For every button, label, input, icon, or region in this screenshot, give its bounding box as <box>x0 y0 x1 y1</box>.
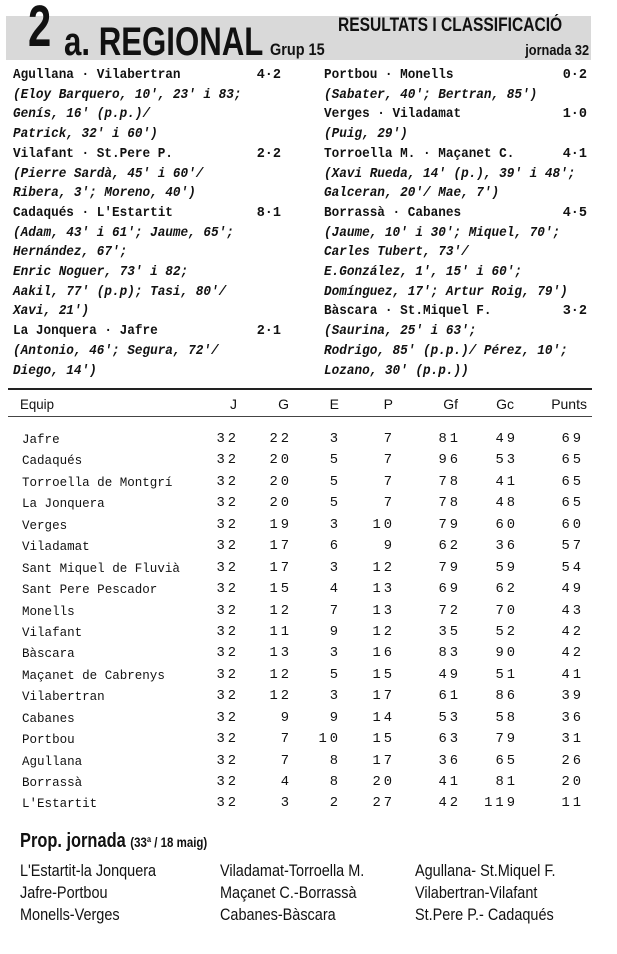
cell-lost: 17 <box>372 753 395 769</box>
match-result <box>13 66 283 145</box>
match-teams: Borrassà · Cabanes <box>324 205 462 221</box>
cell-team-name: Monells <box>22 603 75 619</box>
match-teams: Agullana · Vilabertran <box>13 68 181 83</box>
cell-goals-against: 86 <box>495 689 518 705</box>
match-result <box>13 322 283 381</box>
cell-lost: 7 <box>383 496 395 512</box>
cell-won: 20 <box>269 496 292 512</box>
cell-goals-for: 81 <box>438 432 461 447</box>
cell-drawn: 5 <box>329 453 341 469</box>
cell-played: 32 <box>216 453 239 469</box>
cell-drawn: 6 <box>329 539 341 555</box>
cell-drawn: 10 <box>318 732 341 748</box>
cell-drawn: 8 <box>329 753 341 769</box>
table-row <box>0 796 617 817</box>
cell-goals-for: 41 <box>438 775 461 790</box>
table-row <box>0 518 617 539</box>
table-row <box>0 668 617 689</box>
cell-played: 32 <box>216 775 239 790</box>
match-score: 1·0 <box>562 107 587 123</box>
cell-drawn: 3 <box>329 646 341 662</box>
cell-played: 32 <box>216 517 239 533</box>
cell-points: 43 <box>561 603 584 619</box>
cell-points: 41 <box>561 667 584 683</box>
cell-goals-for: 69 <box>438 582 461 598</box>
cell-drawn: 2 <box>329 796 341 812</box>
match-result <box>324 204 589 303</box>
table-row <box>0 582 617 603</box>
cell-played: 32 <box>216 710 239 726</box>
fixture: Maçanet C.-Borrassà <box>220 883 357 902</box>
scorers-line: Lozano, 30' (p.p.)) <box>324 363 469 379</box>
cell-points: 11 <box>561 796 584 812</box>
header-team: Equip <box>20 396 55 412</box>
scorers-line: (Pierre Sardà, 45' i 60'/ <box>13 166 204 182</box>
table-body <box>0 432 617 818</box>
cell-lost: 13 <box>372 582 395 598</box>
table-row <box>0 689 617 710</box>
cell-lost: 13 <box>372 603 395 619</box>
cell-lost: 16 <box>372 646 395 662</box>
match-result <box>324 105 589 144</box>
cell-team-name: L'Estartit <box>22 796 98 812</box>
cell-won: 7 <box>280 753 292 769</box>
cell-lost: 14 <box>372 710 395 726</box>
cell-goals-for: 79 <box>438 517 461 533</box>
cell-goals-against: 119 <box>484 796 518 812</box>
fixture: Viladamat-Torroella M. <box>220 861 365 880</box>
cell-goals-against: 41 <box>495 474 518 490</box>
scorers-line: (Antonio, 46'; Segura, 72'/ <box>13 343 219 359</box>
cell-points: 57 <box>561 539 584 555</box>
cell-lost: 15 <box>372 667 395 683</box>
cell-drawn: 5 <box>329 496 341 512</box>
cell-drawn: 5 <box>329 667 341 683</box>
scorers-line: Diego, 14') <box>13 363 97 379</box>
round-label: jornada 32 <box>525 42 589 59</box>
cell-played: 32 <box>216 603 239 619</box>
cell-goals-for: 36 <box>438 753 461 769</box>
table-row <box>0 432 617 453</box>
next-round-date: (33ª / 18 maig) <box>130 834 208 850</box>
cell-goals-against: 52 <box>495 624 518 640</box>
divider <box>8 388 592 390</box>
scorers-line: Rodrigo, 85' (p.p.)/ Pérez, 10'; <box>324 343 568 359</box>
match-score: 4·2 <box>256 68 281 83</box>
cell-goals-for: 53 <box>438 710 461 726</box>
table-row <box>0 453 617 474</box>
cell-lost: 10 <box>372 517 395 533</box>
match-score: 4·1 <box>562 146 587 162</box>
scorers-line: Ribera, 3'; Moreno, 40') <box>13 186 196 202</box>
fixture: Agullana- St.Miquel F. <box>415 861 556 880</box>
cell-won: 15 <box>269 582 292 598</box>
cell-lost: 27 <box>372 796 395 812</box>
match-score: 2·2 <box>256 146 281 162</box>
table-row <box>0 475 617 496</box>
table-header <box>0 396 617 418</box>
cell-lost: 12 <box>372 560 395 576</box>
cell-team-name: Vilabertran <box>22 689 105 705</box>
cell-goals-against: 81 <box>495 775 518 790</box>
match-teams: Verges · Viladamat <box>324 107 462 123</box>
scorers-line: E.González, 1', 15' i 60'; <box>324 265 523 281</box>
cell-played: 32 <box>216 560 239 576</box>
cell-drawn: 3 <box>329 560 341 576</box>
match-teams: Torroella M. · Maçanet C. <box>324 146 515 162</box>
fixture: L'Estartit-la Jonquera <box>20 861 157 880</box>
cell-won: 12 <box>269 689 292 705</box>
cell-lost: 12 <box>372 624 395 640</box>
match-result <box>13 145 283 204</box>
cell-team-name: Sant Miquel de Fluvià <box>22 560 180 576</box>
cell-team-name: La Jonquera <box>22 496 105 512</box>
cell-won: 11 <box>269 624 292 640</box>
table-row <box>0 732 617 753</box>
cell-goals-for: 78 <box>438 474 461 490</box>
cell-played: 32 <box>216 624 239 640</box>
header-points: Punts <box>551 396 587 412</box>
scorers-line: Carles Tubert, 73'/ <box>324 245 469 261</box>
cell-drawn: 3 <box>329 517 341 533</box>
cell-lost: 9 <box>383 539 395 555</box>
cell-drawn: 3 <box>329 432 341 447</box>
scorers-line: (Puig, 29') <box>324 127 408 143</box>
cell-won: 12 <box>269 603 292 619</box>
cell-won: 12 <box>269 667 292 683</box>
cell-played: 32 <box>216 474 239 490</box>
cell-team-name: Verges <box>22 517 68 533</box>
cell-played: 32 <box>216 796 239 812</box>
cell-goals-against: 70 <box>495 603 518 619</box>
cell-lost: 15 <box>372 732 395 748</box>
cell-won: 19 <box>269 517 292 533</box>
cell-goals-for: 42 <box>438 796 461 812</box>
cell-drawn: 7 <box>329 603 341 619</box>
table-row <box>0 754 617 775</box>
page-header <box>6 0 591 64</box>
scorers-line: Xavi, 21') <box>13 304 90 320</box>
fixture: Cabanes-Bàscara <box>220 905 336 924</box>
next-round-title <box>20 830 207 853</box>
scorers-line: Patrick, 32' i 60') <box>13 127 158 143</box>
cell-points: 42 <box>561 646 584 662</box>
cell-goals-against: 62 <box>495 582 518 598</box>
cell-goals-against: 49 <box>495 432 518 447</box>
cell-goals-for: 96 <box>438 453 461 469</box>
cell-points: 42 <box>561 624 584 640</box>
table-row <box>0 625 617 646</box>
cell-goals-for: 63 <box>438 732 461 748</box>
match-score: 2·1 <box>256 324 281 340</box>
cell-goals-for: 83 <box>438 646 461 662</box>
table-row <box>0 561 617 582</box>
cell-goals-for: 35 <box>438 624 461 640</box>
standings-table <box>0 396 617 812</box>
cell-goals-against: 36 <box>495 539 518 555</box>
match-teams: Portbou · Monells <box>324 68 454 83</box>
group-label: Grup 15 <box>270 40 325 59</box>
fixture: Jafre-Portbou <box>20 883 108 902</box>
match-teams: Cadaqués · L'Estartit <box>13 205 173 221</box>
cell-played: 32 <box>216 753 239 769</box>
match-teams: Bàscara · St.Miquel F. <box>324 304 492 320</box>
cell-lost: 7 <box>383 432 395 447</box>
match-score: 0·2 <box>562 68 587 83</box>
cell-goals-for: 49 <box>438 667 461 683</box>
cell-team-name: Sant Pere Pescador <box>22 582 158 598</box>
cell-points: 69 <box>561 432 584 447</box>
match-teams: La Jonquera · Jafre <box>13 324 158 340</box>
cell-goals-against: 60 <box>495 517 518 533</box>
cell-drawn: 4 <box>329 582 341 598</box>
cell-team-name: Agullana <box>22 753 83 769</box>
results-left-column <box>13 66 283 381</box>
cell-team-name: Cabanes <box>22 710 75 726</box>
scorers-line: (Eloy Barquero, 10', 23' i 83; <box>13 87 242 103</box>
scorers-line: (Sabater, 40'; Bertran, 85') <box>324 87 538 103</box>
cell-goals-for: 79 <box>438 560 461 576</box>
cell-goals-against: 65 <box>495 753 518 769</box>
cell-goals-against: 51 <box>495 667 518 683</box>
cell-played: 32 <box>216 646 239 662</box>
cell-goals-for: 62 <box>438 539 461 555</box>
fixture: Monells-Verges <box>20 905 120 924</box>
cell-goals-against: 53 <box>495 453 518 469</box>
match-score: 3·2 <box>562 304 587 320</box>
scorers-line: Enric Noguer, 73' i 82; <box>13 265 189 281</box>
table-row <box>0 496 617 517</box>
table-row <box>0 646 617 667</box>
cell-drawn: 8 <box>329 775 341 790</box>
cell-lost: 7 <box>383 474 395 490</box>
scorers-line: (Adam, 43' i 61'; Jaume, 65'; <box>13 225 234 241</box>
cell-won: 17 <box>269 539 292 555</box>
match-result <box>324 66 589 105</box>
match-result <box>13 204 283 322</box>
cell-team-name: Vilafant <box>22 624 83 640</box>
cell-played: 32 <box>216 732 239 748</box>
cell-points: 65 <box>561 474 584 490</box>
cell-played: 32 <box>216 582 239 598</box>
cell-points: 54 <box>561 560 584 576</box>
cell-team-name: Viladamat <box>22 539 90 555</box>
cell-points: 26 <box>561 753 584 769</box>
cell-points: 49 <box>561 582 584 598</box>
cell-team-name: Portbou <box>22 732 75 748</box>
match-score: 8·1 <box>256 205 281 221</box>
cell-drawn: 3 <box>329 689 341 705</box>
scorers-line: Hernández, 67'; <box>13 245 128 261</box>
cell-won: 17 <box>269 560 292 576</box>
scorers-line: Genís, 16' (p.p.)/ <box>13 107 151 123</box>
cell-played: 32 <box>216 667 239 683</box>
cell-drawn: 9 <box>329 710 341 726</box>
header-drawn: E <box>329 396 339 412</box>
table-row <box>0 539 617 560</box>
cell-points: 39 <box>561 689 584 705</box>
cell-goals-for: 72 <box>438 603 461 619</box>
scorers-line: Galceran, 20'/ Mae, 7') <box>324 186 500 202</box>
table-row <box>0 711 617 732</box>
cell-played: 32 <box>216 539 239 555</box>
cell-goals-against: 48 <box>495 496 518 512</box>
cell-points: 36 <box>561 710 584 726</box>
cell-drawn: 5 <box>329 474 341 490</box>
cell-won: 3 <box>280 796 292 812</box>
cell-points: 65 <box>561 496 584 512</box>
cell-goals-against: 79 <box>495 732 518 748</box>
cell-played: 32 <box>216 432 239 447</box>
scorers-line: Domínguez, 17'; Artur Roig, 79') <box>324 284 568 300</box>
header-goals-for: Gf <box>443 396 458 412</box>
cell-team-name: Torroella de Montgrí <box>22 474 173 490</box>
cell-points: 60 <box>561 517 584 533</box>
table-row <box>0 775 617 796</box>
cell-goals-for: 61 <box>438 689 461 705</box>
cell-team-name: Jafre <box>22 432 60 447</box>
cell-team-name: Borrassà <box>22 775 83 790</box>
cell-goals-against: 90 <box>495 646 518 662</box>
cell-goals-against: 59 <box>495 560 518 576</box>
match-result <box>324 145 589 204</box>
cell-drawn: 9 <box>329 624 341 640</box>
cell-played: 32 <box>216 496 239 512</box>
division-number: 2 <box>28 0 51 59</box>
match-result <box>324 302 589 381</box>
cell-points: 31 <box>561 732 584 748</box>
division-title: a. REGIONAL <box>64 20 264 64</box>
cell-won: 9 <box>280 710 292 726</box>
cell-points: 65 <box>561 453 584 469</box>
cell-team-name: Bàscara <box>22 646 75 662</box>
cell-lost: 7 <box>383 453 395 469</box>
cell-goals-for: 78 <box>438 496 461 512</box>
header-won: G <box>278 396 289 412</box>
match-teams: Vilafant · St.Pere P. <box>13 146 173 162</box>
cell-won: 22 <box>269 432 292 447</box>
cell-team-name: Maçanet de Cabrenys <box>22 667 165 683</box>
cell-goals-against: 58 <box>495 710 518 726</box>
scorers-line: (Jaume, 10' i 30'; Miquel, 70'; <box>324 225 561 241</box>
cell-won: 13 <box>269 646 292 662</box>
next-round-heading: Prop. jornada <box>20 830 126 852</box>
header-goals-against: Gc <box>496 396 514 412</box>
cell-won: 20 <box>269 474 292 490</box>
cell-won: 7 <box>280 732 292 748</box>
fixture: Vilabertran-Vilafant <box>415 883 538 902</box>
cell-played: 32 <box>216 689 239 705</box>
cell-won: 4 <box>280 775 292 790</box>
results-right-column <box>324 66 589 381</box>
cell-won: 20 <box>269 453 292 469</box>
section-title: RESULTATS I CLASSIFICACIÓ <box>338 15 563 36</box>
header-lost: P <box>383 396 393 412</box>
match-score: 4·5 <box>562 205 587 221</box>
cell-team-name: Cadaqués <box>22 453 83 469</box>
scorers-line: (Xavi Rueda, 14' (p.), 39' i 48'; <box>324 166 576 182</box>
scorers-line: Aakil, 77' (p.p); Tasi, 80'/ <box>13 284 227 300</box>
header-played: J <box>230 396 237 412</box>
cell-lost: 20 <box>372 775 395 790</box>
scorers-line: (Saurina, 25' i 63'; <box>324 324 477 340</box>
fixture: St.Pere P.- Cadaqués <box>415 905 554 924</box>
table-row <box>0 604 617 625</box>
cell-points: 20 <box>561 775 584 790</box>
table-header-divider <box>8 416 592 417</box>
cell-lost: 17 <box>372 689 395 705</box>
